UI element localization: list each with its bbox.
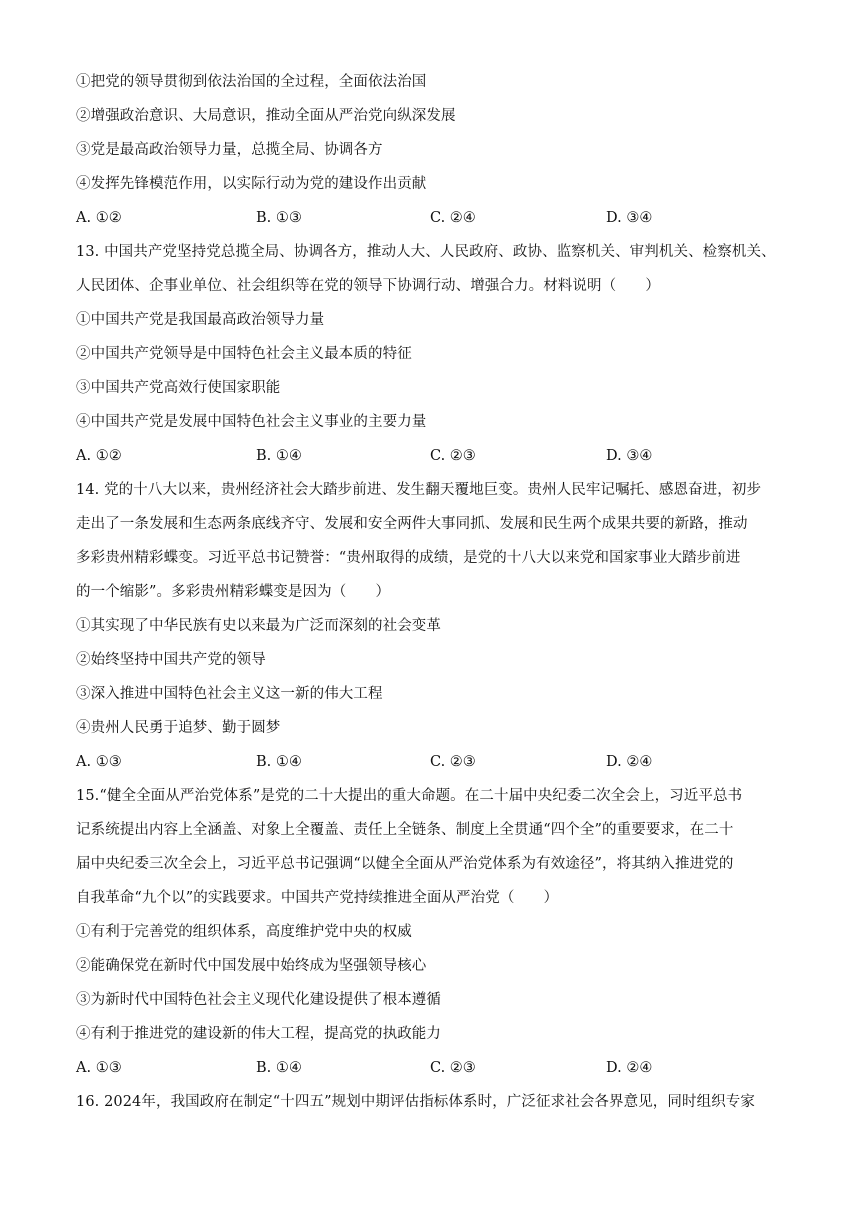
q15-item-2: ②能确保党在新时代中国发展中始终成为坚强领导核心 — [76, 958, 427, 974]
q12-item-2: ②增强政治意识、大局意识，推动全面从严治党向纵深发展 — [76, 108, 456, 124]
q15-stem-line-4: 自我革命“九个以”的实践要求。中国共产党持续推进全面从严治党（ ） — [76, 890, 559, 906]
q14-stem-line-2: 走出了一条发展和生态两条底线齐守、发展和安全两件大事同抓、发展和民生两个成果共要的新路，推动 — [76, 516, 748, 532]
q16-stem-line-1: 16. 2024年，我国政府在制定“十四五”规划中期评估指标体系时，广泛征求社会各界意见，同时组织专家 — [76, 1094, 755, 1110]
q14-option-a[interactable]: A. ①③ — [76, 754, 122, 770]
q14-option-c[interactable]: C. ②③ — [430, 754, 476, 770]
q13-stem-line-2: 人民团体、企事业单位、社会组织等在党的领导下协调行动、增强合力。材料说明（ ） — [76, 278, 660, 294]
q15-options — [76, 1058, 796, 1078]
q14-option-b[interactable]: B. ①④ — [256, 754, 302, 770]
q13-item-3: ③中国共产党高效行使国家职能 — [76, 380, 281, 396]
q13-item-1: ①中国共产党是我国最高政治领导力量 — [76, 312, 325, 328]
q15-stem-line-3: 届中央纪委三次全会上，习近平总书记强调“以健全全面从严治党体系为有效途径”，将其纳入推进党的 — [76, 856, 734, 872]
q15-option-a[interactable]: A. ①③ — [76, 1060, 122, 1076]
q14-stem-line-3: 多彩贵州精彩蝶变。习近平总书记赞誉：“贵州取得的成绩，是党的十八大以来党和国家事业大踏步前进 — [76, 550, 741, 566]
q12-option-d[interactable]: D. ③④ — [606, 210, 653, 226]
q13-options — [76, 446, 796, 466]
q15-item-1: ①有利于完善党的组织体系，高度维护党中央的权威 — [76, 924, 412, 940]
q12-option-a[interactable]: A. ①② — [76, 210, 122, 226]
q14-item-3: ③深入推进中国特色社会主义这一新的伟大工程 — [76, 686, 383, 702]
q13-item-4: ④中国共产党是发展中国特色社会主义事业的主要力量 — [76, 414, 427, 430]
q12-options — [76, 208, 796, 228]
q13-option-d[interactable]: D. ③④ — [606, 448, 653, 464]
q15-stem-line-2: 记系统提出内容上全涵盖、对象上全覆盖、责任上全链条、制度上全贯通“四个全”的重要要求，在二十 — [76, 822, 734, 838]
q14-stem-line-1: 14. 党的十八大以来，贵州经济社会大踏步前进、发生翻天覆地巨变。贵州人民牢记嘱托、感恩奋进，初步 — [76, 482, 762, 498]
q13-stem-line-1: 13. 中国共产党坚持党总揽全局、协调各方，推动人大、人民政府、政协、监察机关、审判机关、检察机关、 — [76, 244, 776, 260]
q14-option-d[interactable]: D. ②④ — [606, 754, 653, 770]
q15-option-b[interactable]: B. ①④ — [256, 1060, 302, 1076]
q14-item-2: ②始终坚持中国共产党的领导 — [76, 652, 266, 668]
q14-stem-line-4: 的一个缩影”。多彩贵州精彩蝶变是因为（ ） — [76, 584, 391, 600]
q15-item-4: ④有利于推进党的建设新的伟大工程，提高党的执政能力 — [76, 1026, 441, 1042]
q12-option-b[interactable]: B. ①③ — [256, 210, 302, 226]
q15-stem-line-1: 15.“健全全面从严治党体系”是党的二十大提出的重大命题。在二十届中央纪委二次全会上，习近平总书 — [76, 788, 743, 804]
q14-item-1: ①其实现了中华民族有史以来最为广泛而深刻的社会变革 — [76, 618, 441, 634]
q15-option-d[interactable]: D. ②④ — [606, 1060, 653, 1076]
q13-option-b[interactable]: B. ①④ — [256, 448, 302, 464]
q12-option-c[interactable]: C. ②④ — [430, 210, 476, 226]
q13-option-c[interactable]: C. ②③ — [430, 448, 476, 464]
q14-options — [76, 752, 796, 772]
q15-option-c[interactable]: C. ②③ — [430, 1060, 476, 1076]
q13-option-a[interactable]: A. ①② — [76, 448, 122, 464]
q12-item-3: ③党是最高政治领导力量，总揽全局、协调各方 — [76, 142, 383, 158]
q12-item-4: ④发挥先锋模范作用，以实际行动为党的建设作出贡献 — [76, 176, 427, 192]
q14-item-4: ④贵州人民勇于追梦、勤于圆梦 — [76, 720, 281, 736]
q15-item-3: ③为新时代中国特色社会主义现代化建设提供了根本遵循 — [76, 992, 441, 1008]
q12-item-1: ①把党的领导贯彻到依法治国的全过程，全面依法治国 — [76, 74, 427, 90]
q13-item-2: ②中国共产党领导是中国特色社会主义最本质的特征 — [76, 346, 412, 362]
